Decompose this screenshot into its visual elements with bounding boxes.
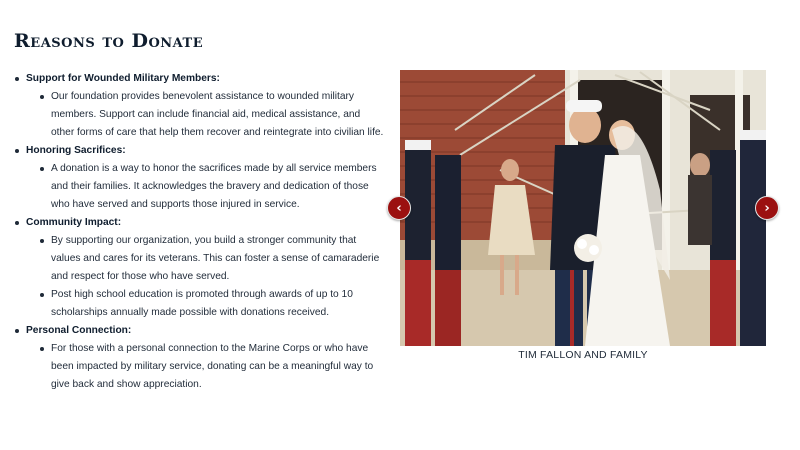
reason-heading: Support for Wounded Military Members: (26, 73, 220, 84)
reason-details (26, 88, 386, 142)
reasons-list (14, 70, 386, 394)
reason-item (14, 322, 386, 394)
carousel-prev-button[interactable] (387, 196, 411, 220)
reason-details (26, 232, 386, 322)
reason-heading: Personal Connection: (26, 325, 132, 336)
carousel-next-button[interactable] (755, 196, 779, 220)
reason-details (26, 160, 386, 214)
reason-detail: Post high school education is promoted through awards of up to 10 scholarships annually made possible with donations received. (39, 286, 386, 322)
page-title: Reasons to Donate (14, 30, 204, 52)
carousel-photo (400, 70, 766, 346)
reason-details (26, 340, 386, 394)
chevron-left-icon: ‹ (396, 200, 402, 216)
reason-detail: A donation is a way to honor the sacrifices made by all service members and their families. It acknowledges the bravery and dedication of those who have served and supports those injured in service. (39, 160, 386, 214)
reasons-list-container (14, 70, 386, 394)
photo-caption: TIM FALLON AND FAMILY (518, 349, 648, 361)
reason-detail: For those with a personal connection to the Marine Corps or who have been impacted by military service, donating can be a meaningful way to give back and show appreciation. (39, 340, 386, 394)
reason-item (14, 70, 386, 142)
wedding-photo-illustration (400, 70, 766, 346)
reason-detail: Our foundation provides benevolent assistance to wounded military members. Support can include financial aid, medical assistance, and other forms of care that help them recover and reintegrate into civilian life. (39, 88, 386, 142)
reason-item (14, 142, 386, 214)
photo-carousel (396, 70, 770, 346)
reason-detail: By supporting our organization, you build a stronger community that values and cares for its veterans. This can foster a sense of camaraderie and respect for those who have served. (39, 232, 386, 286)
reason-heading: Community Impact: (26, 217, 122, 228)
reason-item (14, 214, 386, 322)
reason-heading: Honoring Sacrifices: (26, 145, 126, 156)
chevron-right-icon: › (764, 200, 770, 216)
